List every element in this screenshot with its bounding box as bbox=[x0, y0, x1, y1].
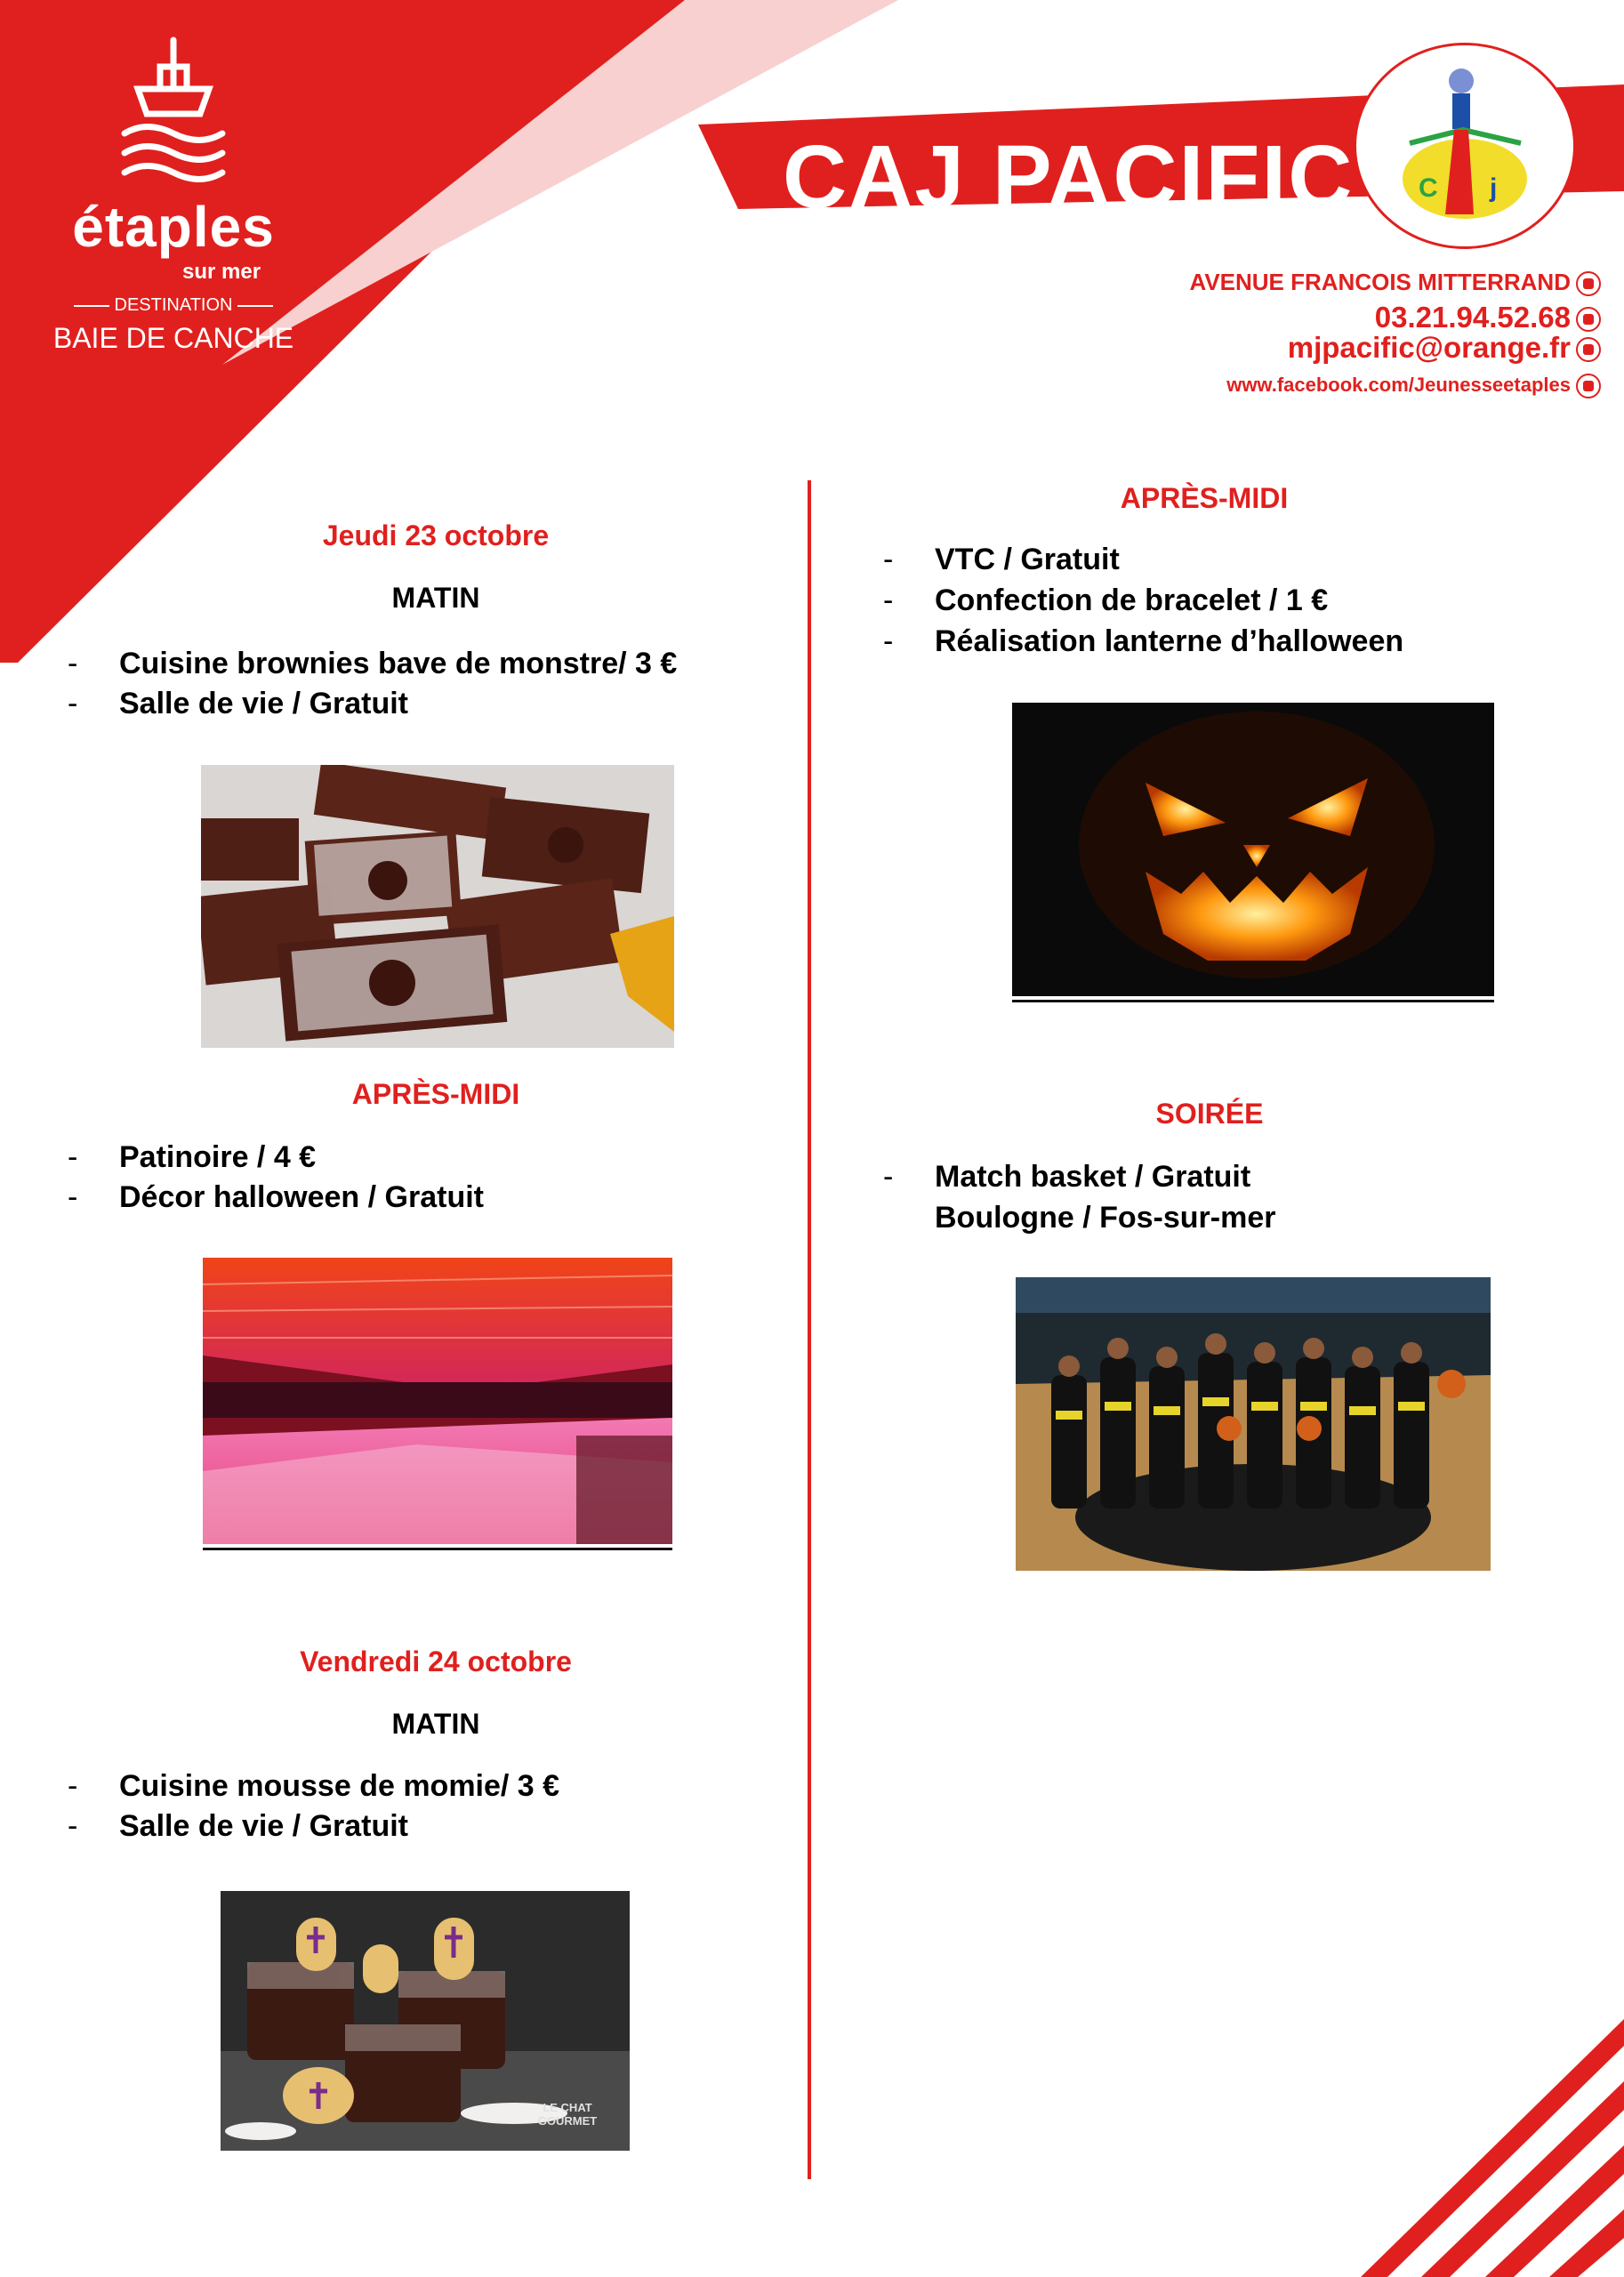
caj-logo bbox=[1354, 43, 1576, 249]
town-suffix: sur mer bbox=[182, 260, 261, 284]
email-text[interactable]: mjpacific@orange.fr bbox=[1287, 331, 1571, 364]
item-text: Réalisation lanterne d’halloween bbox=[935, 624, 1404, 658]
day1-afternoon-title: APRÈS-MIDI bbox=[351, 1078, 520, 1110]
address-text: AVENUE FRANCOIS MITTERRAND bbox=[1189, 269, 1571, 295]
photo-watermark: LE CHAT GOURMET bbox=[537, 2101, 598, 2128]
phone-text: 03.21.94.52.68 bbox=[1374, 301, 1571, 334]
home-icon bbox=[1576, 271, 1601, 296]
item-text: Cuisine mousse de momie/ 3 € bbox=[119, 1769, 560, 1803]
destination-text: DESTINATION bbox=[114, 295, 233, 315]
facebook-icon bbox=[1576, 374, 1601, 398]
phone-line bbox=[1375, 301, 1601, 334]
bullet: - bbox=[68, 687, 78, 720]
photo-underline bbox=[1012, 1000, 1494, 1002]
bullet: - bbox=[68, 1180, 78, 1214]
item-text: Salle de vie / Gratuit bbox=[119, 1809, 409, 1843]
svg-text:j: j bbox=[1490, 173, 1498, 203]
mummy-mousse-photo bbox=[221, 1891, 630, 2151]
bullet: - bbox=[883, 583, 894, 617]
bullet: - bbox=[68, 1769, 78, 1803]
day1-title: Jeudi 23 octobre bbox=[322, 519, 550, 551]
bullet: - bbox=[68, 1140, 78, 1174]
bullet: - bbox=[883, 543, 894, 576]
brownies-photo bbox=[201, 765, 674, 1048]
bullet: - bbox=[68, 647, 78, 680]
list-item-continuation: Boulogne / Fos-sur-mer bbox=[935, 1201, 1276, 1235]
right-afternoon-title: APRÈS-MIDI bbox=[1120, 482, 1289, 514]
item-text: Confection de bracelet / 1 € bbox=[935, 583, 1329, 617]
item-text: Match basket / Gratuit bbox=[935, 1160, 1251, 1194]
item-text: Patinoire / 4 € bbox=[119, 1140, 317, 1174]
town-name: étaples bbox=[72, 195, 275, 259]
boat-logo-icon bbox=[111, 36, 236, 191]
item-text: VTC / Gratuit bbox=[935, 543, 1120, 576]
mascot-logo-icon bbox=[1356, 45, 1573, 246]
item-text: Salle de vie / Gratuit bbox=[119, 687, 409, 720]
email-line[interactable] bbox=[1288, 331, 1601, 365]
destination-name: BAIE DE CANCHE bbox=[52, 322, 294, 354]
facebook-text[interactable]: www.facebook.com/Jeunesseetaples bbox=[1226, 374, 1571, 396]
bullet: - bbox=[68, 1809, 78, 1843]
destination-label bbox=[49, 295, 298, 316]
bullet: - bbox=[883, 624, 894, 658]
ice-rink-photo bbox=[203, 1258, 672, 1544]
item-text: Décor halloween / Gratuit bbox=[119, 1180, 484, 1214]
address-line bbox=[1189, 269, 1601, 296]
basketball-team-photo bbox=[1016, 1277, 1491, 1571]
pumpkin-photo bbox=[1012, 703, 1494, 996]
facebook-line[interactable] bbox=[1226, 374, 1601, 398]
bullet: - bbox=[883, 1160, 894, 1194]
town-logo bbox=[49, 36, 298, 365]
svg-text:C: C bbox=[1419, 173, 1438, 203]
phone-icon bbox=[1576, 307, 1601, 332]
evening-title: SOIRÉE bbox=[1155, 1098, 1264, 1130]
day1-morning-title: MATIN bbox=[391, 582, 480, 614]
item-text: Cuisine brownies bave de monstre/ 3 € bbox=[119, 647, 678, 680]
day2-title: Vendredi 24 octobre bbox=[300, 1645, 572, 1678]
day2-morning-title: MATIN bbox=[391, 1708, 480, 1740]
page-title: CAJ PACIFIC bbox=[783, 127, 1355, 227]
mail-icon bbox=[1576, 337, 1601, 362]
photo-underline bbox=[203, 1548, 672, 1550]
